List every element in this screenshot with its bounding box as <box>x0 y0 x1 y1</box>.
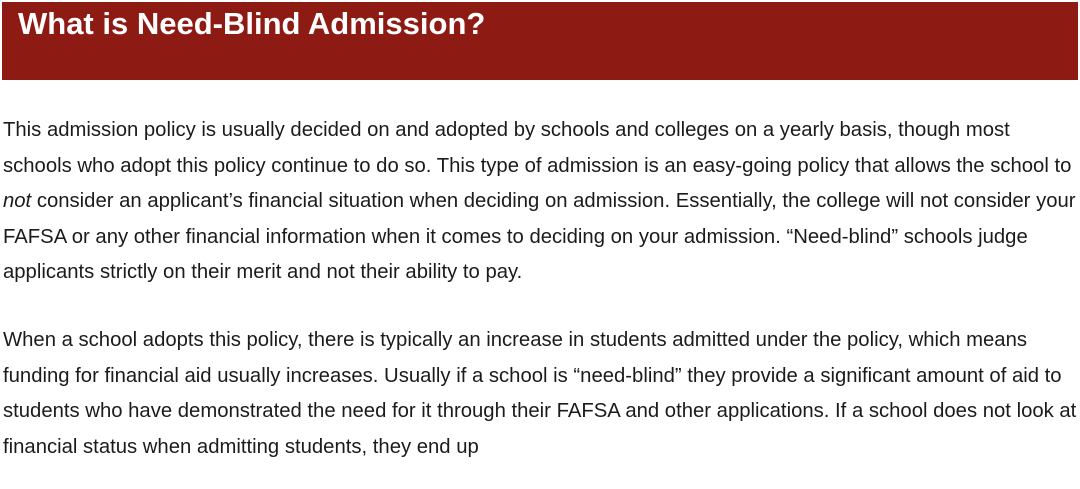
paragraph-need-blind-definition <box>3 113 1077 291</box>
section-title: What is Need-Blind Admission? <box>18 6 486 41</box>
paragraph-text: consider an applicant’s financial situation when deciding on admission. Essentially, the college will not consider your FAFSA or any other financial information when it comes to deciding on your admission. “Need-blind” schools judge applicants strictly on their merit and not their ability to pay. <box>3 190 1076 284</box>
article-body <box>3 113 1077 465</box>
emphasis-text: not <box>3 190 32 213</box>
paragraph-policy-effects: When a school adopts this policy, there is typically an increase in students admitted under the policy, which means funding for financial aid usually increases. Usually if a school is “need-blind” they provide a significant amount of aid to students who have demonstrated the need for it through their FAFSA and other applications. If a school does not look at financial status when admitting students, they end up <box>3 328 1077 458</box>
paragraph-text: This admission policy is usually decided on and adopted by schools and colleges on a yearly basis, though most schools who adopt this policy continue to do so. This type of admission is an easy-going policy that allows the school to <box>3 119 1072 177</box>
section-header-bar <box>2 2 1078 80</box>
